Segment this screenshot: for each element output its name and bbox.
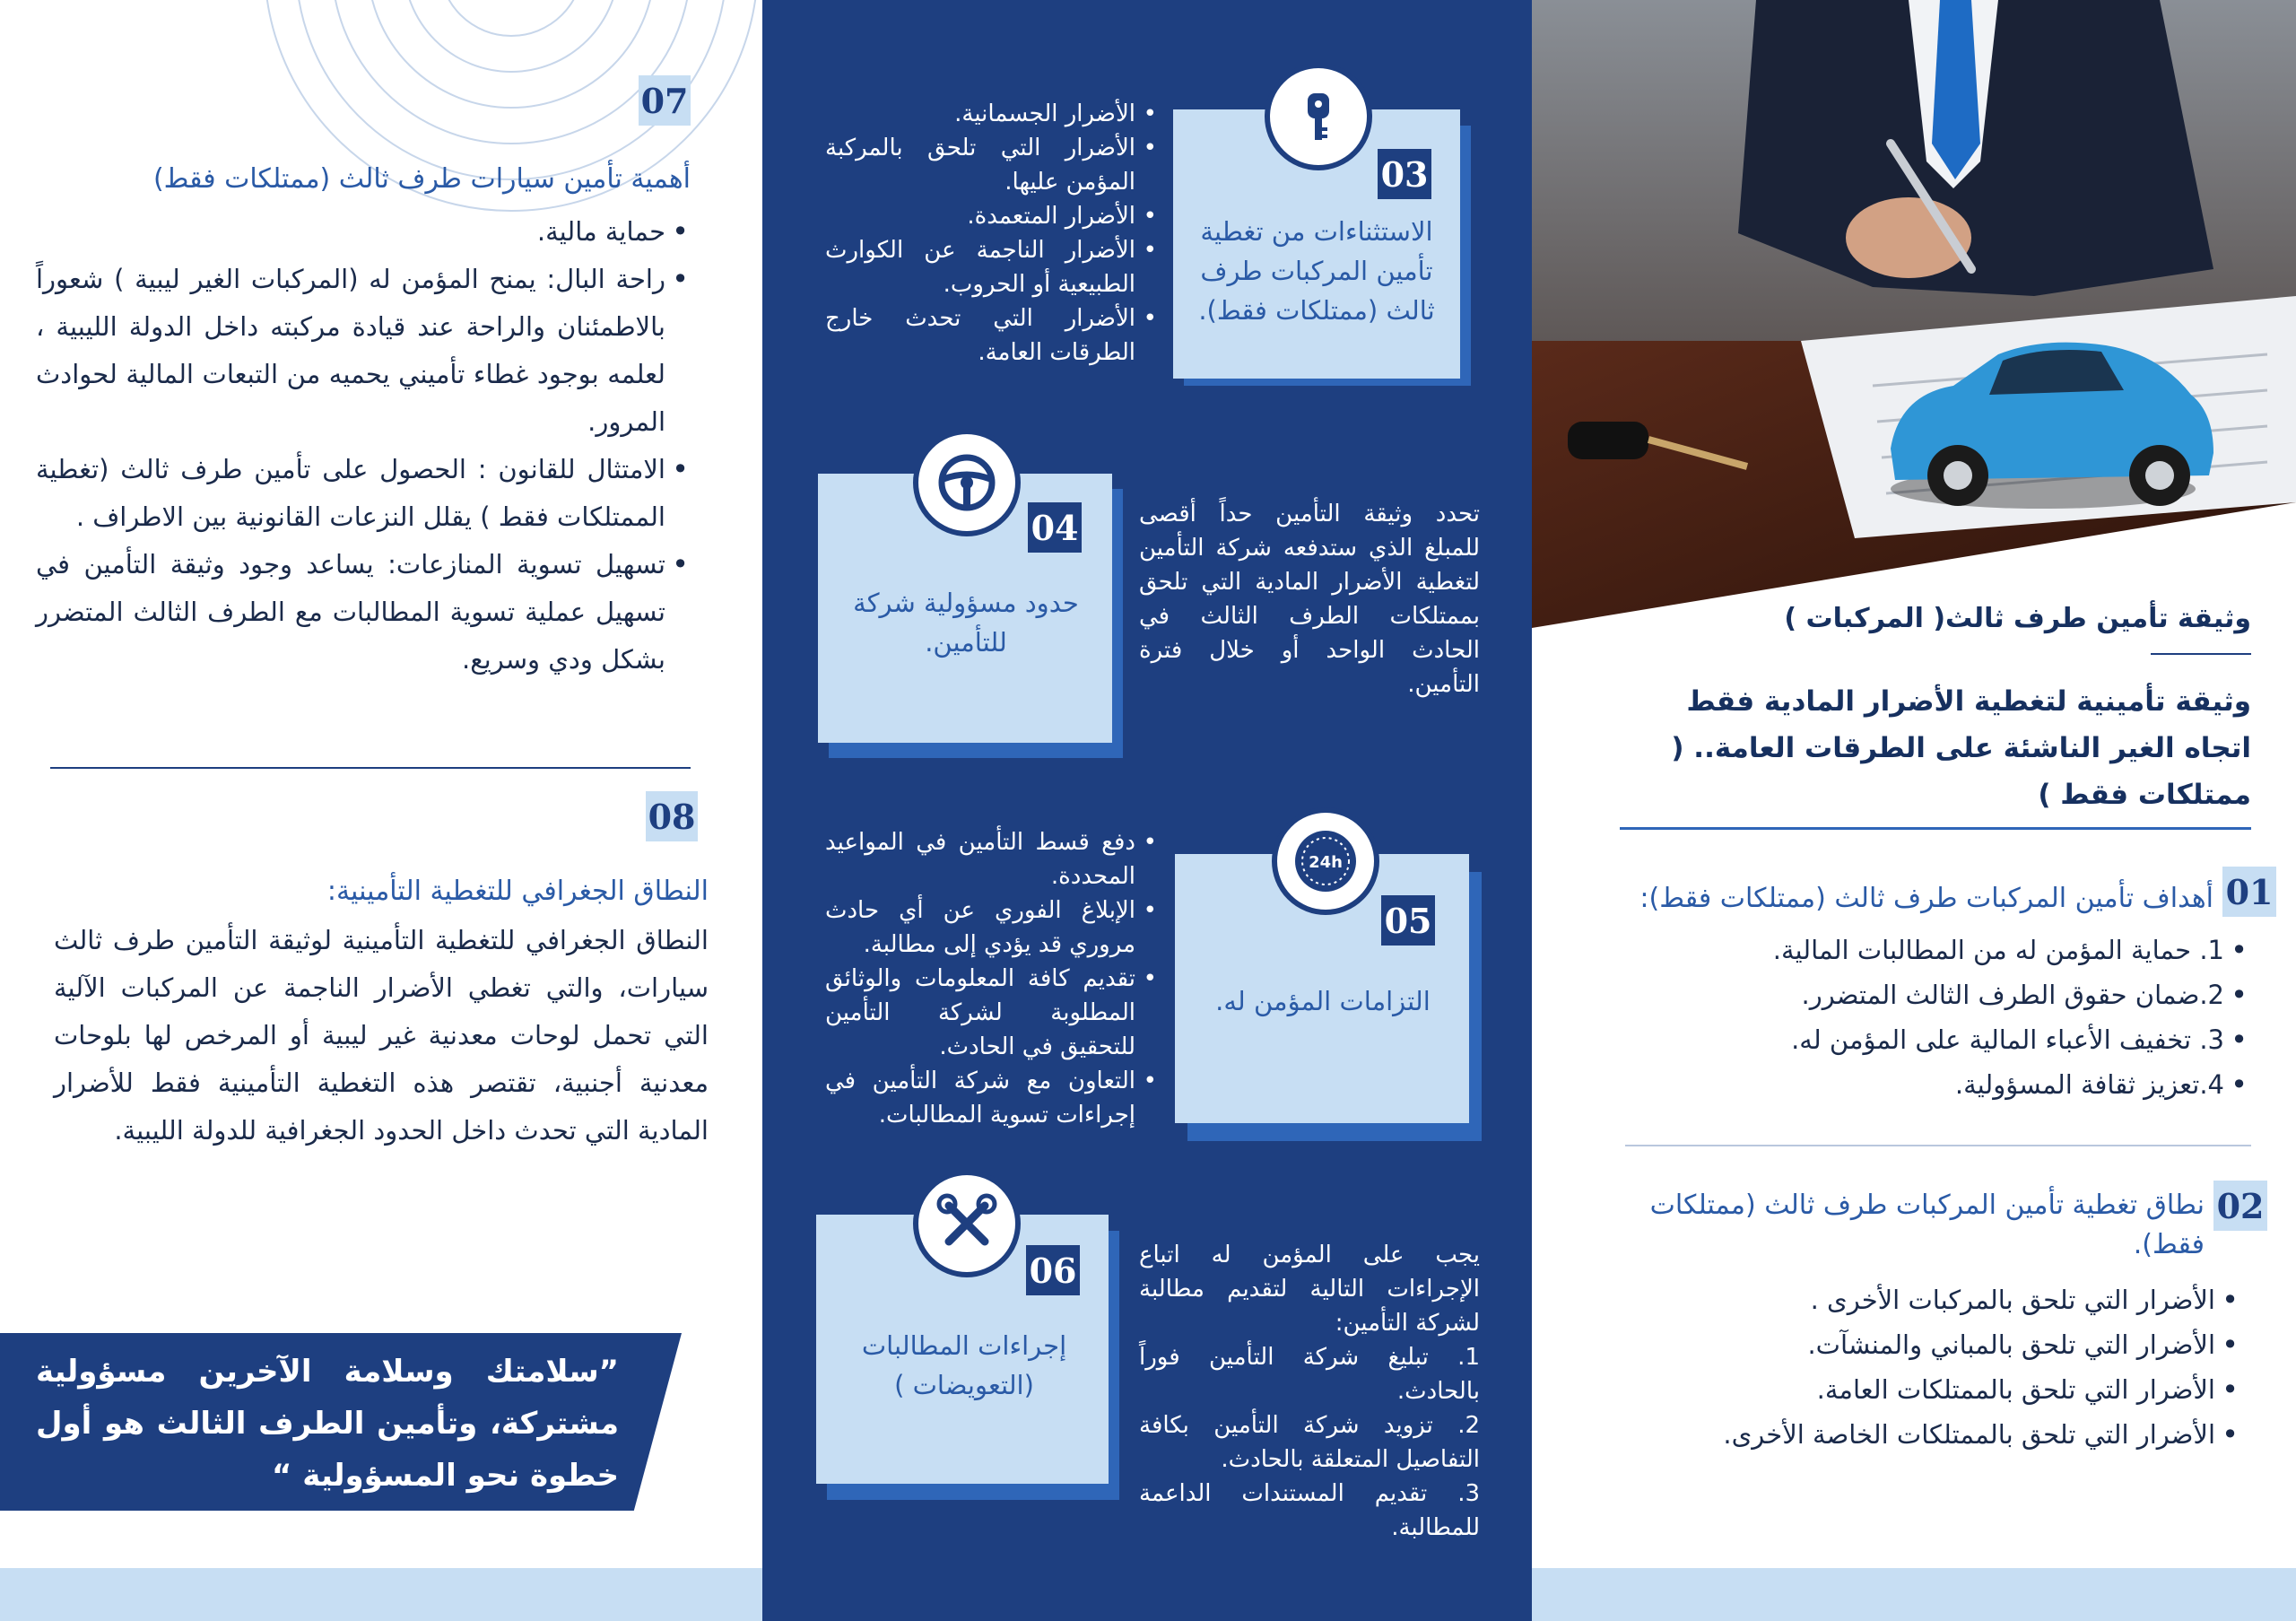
list-item: • 2.ضمان حقوق الطرف الثالث المتضرر. [1622,972,2249,1017]
left-panel [0,0,762,1621]
card-03-title: الاستثناءات من تغطية تأمين المركبات طرف ثالث (ممتلكات فقط). [1198,216,1435,326]
card-04-title: حدود مسؤولية شركة للتأمين. [853,588,1079,658]
list-item: • الأضرار التي تلحق بالممتلكات العامة. [1613,1367,2240,1412]
key-icon [1265,63,1372,170]
car-insurance-illustration [1532,0,2296,628]
section-08-body: النطاق الجغرافي للتغطية التأمينية لوثيقة التأمين طرف ثالث سيارات، والتي تغطي الأضرار الناجمة عن المركبات الآلية التي تحمل لوحات معدنية غير ليبية أو المرخص لها بلوحات معدنية أجنبية، تقتصر هذه التغطية التأمينية فقط للأضرار المادية التي تحدث داخل الحدود الجغرافية للدولة الليبية. [54,925,709,1146]
list-item: • راحة البال: يمنح المؤمن له (المركبات الغير ليبية ) شعوراً بالاطمئنان والراحة عند قيادة مركبته داخل الدولة الليبية ، لعلمه بوجود غطاء تأميني يحميه من التبعات المالية لحوادث المرور. [36,256,691,446]
section-number-01: 01 [2222,867,2276,917]
card-04-body: تحدد وثيقة التأمين حداً أقصى للمبلغ الذي ستدفعه شركة التأمين لتغطية الأضرار المادية التي تلحق بممتلكات الطرف الثالث في الحادث الواحد أو خلال فترة التأمين. [1139,501,1480,698]
card-number-03: 03 [1378,149,1431,199]
bottom-strip-left [0,1568,762,1621]
card-06-title: إجراءات المطالبات (التعويضات ) [861,1330,1067,1400]
card-number-05: 05 [1381,895,1435,946]
card-06-intro: يجب على المؤمن له اتباع الإجراءات التالية لتقديم مطالبة لشركة التأمين: [1139,1242,1480,1337]
lead-text: وثيقة تأمينية لتغطية الأضرار المادية فقط اتجاه الغير الناشئة على الطرقات العامة.. ( ممتلكات فقط ) [1671,685,2251,811]
list-item: • الأضرار التي تحدث خارج الطرقات العامة. [825,301,1159,370]
icon-24h-label: 24h [1309,853,1343,872]
section-number-08: 08 [646,791,698,841]
section-number-07: 07 [639,75,691,126]
card-05-title: التزامات المؤمن له. [1215,986,1431,1016]
list-item: • الأضرار الناجمة عن الكوارث الطبيعية أو الحروب. [825,233,1159,301]
section-08-title: النطاق الجغرافي للتغطية التأمينية: [326,876,709,907]
title-underline [2151,653,2251,655]
card-05-list [825,825,1159,1132]
card-06-step: 3. تقديم المستندات الداعمة للمطالبة. [1139,1480,1480,1541]
section-07-title: أهمية تأمين سيارات طرف ثالث (ممتلكات فقط) [152,163,691,195]
divider [50,767,691,769]
document-title: وثيقة تأمين طرف ثالث( المركبات ) [1784,603,2251,634]
card-06-step: 2. تزويد شركة التأمين بكافة التفاصيل المتعلقة بالحادث. [1139,1412,1480,1473]
list-item: • 3. تخفيف الأعباء المالية على المؤمن له. [1622,1017,2249,1062]
tools-icon [913,1170,1021,1277]
list-item: • حماية مالية. [36,208,691,256]
list-item: • 4.تعزيز ثقافة المسؤولية. [1622,1062,2249,1107]
list-item: • الأضرار التي تلحق بالمباني والمنشآت. [1613,1322,2240,1367]
section-01-title: أهداف تأمين المركبات طرف ثالث (ممتلكات فقط): [1639,883,2213,914]
card-number-04: 04 [1028,502,1082,553]
clock-24h-icon [1272,807,1379,915]
list-item: • التعاون مع شركة التأمين في إجراءات تسوية المطالبات. [825,1064,1159,1132]
bottom-strip-right [1532,1568,2296,1621]
steering-wheel-icon [913,429,1021,536]
list-item: • الإبلاغ الفوري عن أي حادث مروري قد يؤدي إلى مطالبة. [825,893,1159,962]
list-item: • الامتثال للقانون : الحصول على تأمين طرف ثالث (تغطية الممتلكات فقط ) يقلل النزعات القانونية بين الاطراف . [36,446,691,541]
cover-photo [1532,0,2296,628]
list-item: • الأضرار التي تلحق بالمركبة المؤمن عليها. [825,131,1159,199]
card-03-list [825,97,1159,370]
card-06-step: 1. تبليغ شركة التأمين فوراً بالحادث. [1139,1344,1480,1405]
card-06-body [1139,1238,1480,1545]
middle-panel [762,0,1532,1621]
divider [1625,1145,2251,1146]
list-item: • الأضرار المتعمدة. [825,199,1159,233]
list-item: • تسهيل تسوية المنازعات: يساعد وجود وثيقة التأمين في تسهيل عملية تسوية المطالبات مع الطرف الثالث المتضرر بشكل ودي وسريع. [36,541,691,684]
list-item: • الأضرار التي تلحق بالممتلكات الخاصة الأخرى. [1613,1412,2240,1457]
list-item: • الأضرار الجسمانية. [825,97,1159,131]
section-01-list [1622,928,2249,1107]
list-item: • الأضرار التي تلحق بالمركبات الأخرى . [1613,1277,2240,1322]
divider [1620,827,2251,830]
list-item: • تقديم كافة المعلومات والوثائق المطلوبة لشركة التأمين للتحقيق في الحادث. [825,962,1159,1064]
quote-text: ”سلامتك وسلامة الآخرين مسؤولية مشتركة، وتأمين الطرف الثالث هو أول خطوة نحو المسؤولية “ [36,1354,619,1494]
list-item: • 1. حماية المؤمن له من المطالبات المالية. [1622,928,2249,972]
section-number-02: 02 [2213,1181,2267,1231]
section-02-list [1613,1277,2240,1457]
list-item: • دفع قسط التأمين في المواعيد المحددة. [825,825,1159,893]
section-02-title: نطاق تغطية تأمين المركبات طرف ثالث (ممتلكات فقط). [1649,1190,2205,1260]
section-07-list [36,208,691,684]
card-number-06: 06 [1026,1245,1080,1295]
right-panel [1532,0,2296,1621]
